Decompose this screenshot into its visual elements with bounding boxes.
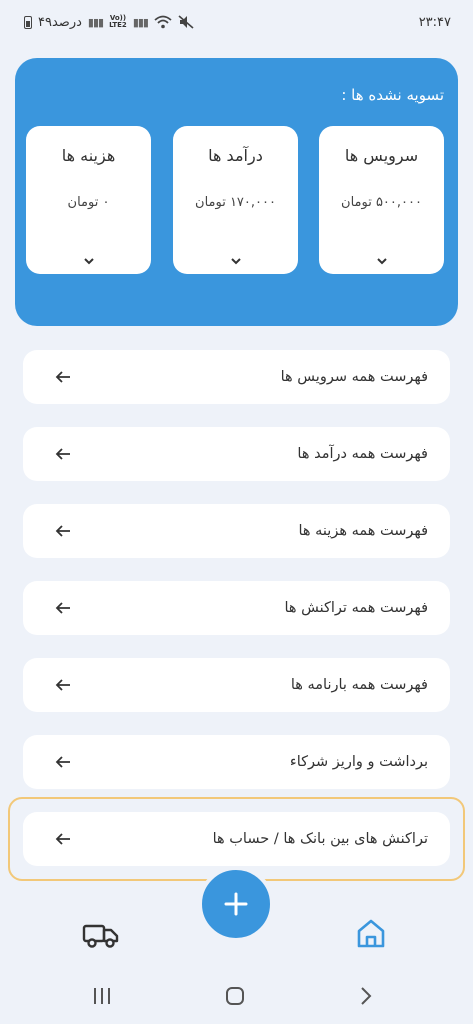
menu-item-label: فهرست همه سرویس ها bbox=[280, 369, 428, 385]
tile-value: ۱۷۰,۰۰۰ تومان bbox=[195, 195, 276, 210]
menu-item-label: فهرست همه تراکنش ها bbox=[284, 600, 428, 616]
tile-title: درآمد ها bbox=[208, 146, 263, 165]
add-button[interactable] bbox=[198, 866, 274, 942]
menu-item-label: فهرست همه هزینه ها bbox=[298, 523, 428, 539]
arrow-left-icon bbox=[55, 832, 71, 846]
menu-item-partner-withdraw-deposit[interactable] bbox=[23, 735, 450, 789]
chevron-down-icon[interactable] bbox=[229, 256, 243, 266]
menu-item-label: برداشت و واریز شرکاء bbox=[289, 754, 428, 770]
recent-apps-icon[interactable] bbox=[92, 986, 112, 1006]
mute-icon bbox=[178, 15, 194, 29]
menu-item-all-incomes[interactable] bbox=[23, 427, 450, 481]
plus-icon bbox=[223, 891, 249, 917]
tile-expenses[interactable] bbox=[26, 126, 151, 274]
arrow-left-icon bbox=[55, 755, 71, 769]
tile-incomes[interactable] bbox=[173, 126, 298, 274]
arrow-left-icon bbox=[55, 524, 71, 538]
unsettled-summary-card bbox=[15, 58, 458, 326]
signal-icon: ▮▮▮ bbox=[87, 15, 104, 29]
battery-level: ۴۹درصد bbox=[38, 14, 82, 30]
menu-item-label: تراکنش های بین بانک ها / حساب ها bbox=[212, 831, 428, 847]
menu-item-all-expenses[interactable] bbox=[23, 504, 450, 558]
truck-icon[interactable] bbox=[82, 920, 120, 950]
status-time: ۲۳:۴۷ bbox=[418, 14, 451, 30]
chevron-down-icon[interactable] bbox=[82, 256, 96, 266]
tile-title: هزینه ها bbox=[61, 146, 116, 165]
arrow-left-icon bbox=[55, 370, 71, 384]
system-nav-bar bbox=[0, 980, 473, 1014]
wifi-icon bbox=[154, 15, 172, 29]
status-indicators bbox=[24, 15, 194, 30]
tile-value: ۰ تومان bbox=[67, 195, 110, 210]
menu-item-bank-account-transfers[interactable] bbox=[23, 812, 450, 866]
tile-value: ۵۰۰,۰۰۰ تومان bbox=[341, 195, 422, 210]
summary-title: تسویه نشده ها : bbox=[341, 86, 444, 104]
menu-item-all-transactions[interactable] bbox=[23, 581, 450, 635]
menu-item-label: فهرست همه بارنامه ها bbox=[290, 677, 428, 693]
home-button-icon[interactable] bbox=[224, 986, 246, 1006]
back-icon[interactable] bbox=[358, 986, 374, 1006]
chevron-down-icon[interactable] bbox=[375, 256, 389, 266]
battery-icon bbox=[24, 16, 32, 29]
menu-item-label: فهرست همه درآمد ها bbox=[297, 446, 428, 462]
tile-title: سرویس ها bbox=[344, 146, 419, 165]
menu-item-all-services[interactable] bbox=[23, 350, 450, 404]
home-icon[interactable] bbox=[356, 918, 386, 950]
tile-services[interactable] bbox=[319, 126, 444, 274]
arrow-left-icon bbox=[55, 678, 71, 692]
volte-icon: Vo)) LTE2 bbox=[109, 14, 127, 29]
arrow-left-icon bbox=[55, 447, 71, 461]
menu-item-all-waybills[interactable] bbox=[23, 658, 450, 712]
status-bar bbox=[0, 0, 473, 44]
signal-icon-2: ▮▮▮ bbox=[132, 15, 148, 29]
arrow-left-icon bbox=[55, 601, 71, 615]
